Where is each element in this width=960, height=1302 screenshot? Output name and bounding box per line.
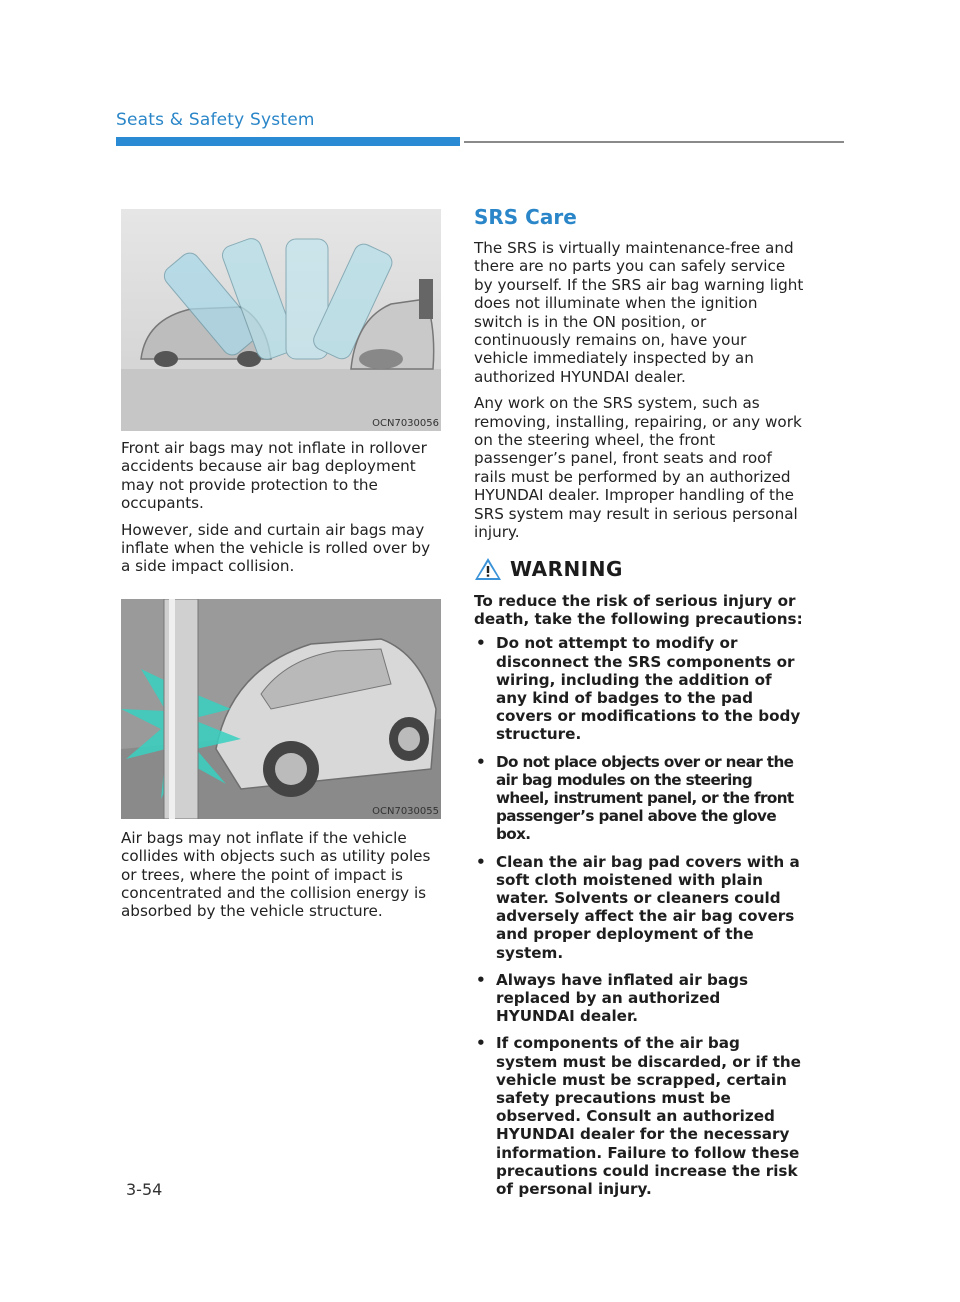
warning-item: • Do not attempt to modify or disconnect the SRS components or wiring, including the addition of any kind of badges to the pad covers or modifications to the body structure. — [474, 634, 804, 743]
srs-maintenance-paragraph: The SRS is virtually maintenance-free and there are no parts you can safely service by yourself. If the SRS air bag warning light does not illuminate when the ignition switch is in the ON position, or continuously remains on, have your vehicle immediately inspected by an authorized HYUNDAI dealer. — [474, 239, 804, 386]
figure-code: OCN7030055 — [372, 805, 439, 817]
pole-collision-paragraph: Air bags may not inflate if the vehicle collides with objects such as utility poles or trees, where the point of impact is concentrated and the collision energy is absorbed by the vehicle structure. — [121, 828, 431, 921]
pole-collision-drawing — [121, 599, 441, 819]
srs-work-paragraph: Any work on the SRS system, such as removing, installing, repairing, or any work on the steering wheel, the front passenger’s panel, front seats and roof rails must be performed by an authorized HYUNDAI dealer. Improper handling of the SRS system may result in serious personal injury. — [474, 394, 802, 542]
side-curtain-paragraph: However, side and curtain air bags may inflate when the vehicle is rolled over by a side impact collision. — [121, 520, 431, 576]
warning-list — [474, 634, 804, 1198]
warning-intro: To reduce the risk of serious injury or death, take the following precautions: — [474, 591, 803, 628]
right-column — [474, 205, 804, 1207]
section-title: Seats & Safety System — [116, 110, 315, 130]
warning-triangle-icon — [474, 556, 502, 582]
header-rule — [464, 141, 844, 143]
rollover-drawing — [121, 209, 441, 431]
warning-item: • If components of the air bag system must be discarded, or if the vehicle must be scrapped, certain safety precautions must be observed. Consult an authorized HYUNDAI dealer for the necessary information. Failure to follow these precautions could increase the risk of personal injury. — [474, 1034, 804, 1198]
warning-header — [474, 556, 804, 582]
page-number: 3-54 — [126, 1180, 163, 1199]
warning-title: WARNING — [510, 556, 623, 581]
rollover-illustration — [121, 209, 441, 431]
warning-item: • Clean the air bag pad covers with a soft cloth moistened with plain water. Solvents or cleaners could adversely affect the air bag covers and proper deployment of the system. — [474, 853, 804, 962]
warning-item: • Always have inflated air bags replaced by an authorized HYUNDAI dealer. — [474, 971, 804, 1026]
rollover-paragraph: Front air bags may not inflate in rollover accidents because air bag deployment may not provide protection to the occupants. — [121, 439, 427, 513]
left-column — [121, 209, 441, 929]
warning-item: • Do not place objects over or near the air bag modules on the steering wheel, instrument panel, or the front passenger’s panel above the glove box. — [474, 753, 804, 844]
figure-code: OCN7030056 — [372, 418, 439, 429]
header-rule-accent — [116, 137, 460, 146]
pole-collision-illustration — [121, 599, 441, 819]
srs-care-heading: SRS Care — [474, 205, 577, 229]
